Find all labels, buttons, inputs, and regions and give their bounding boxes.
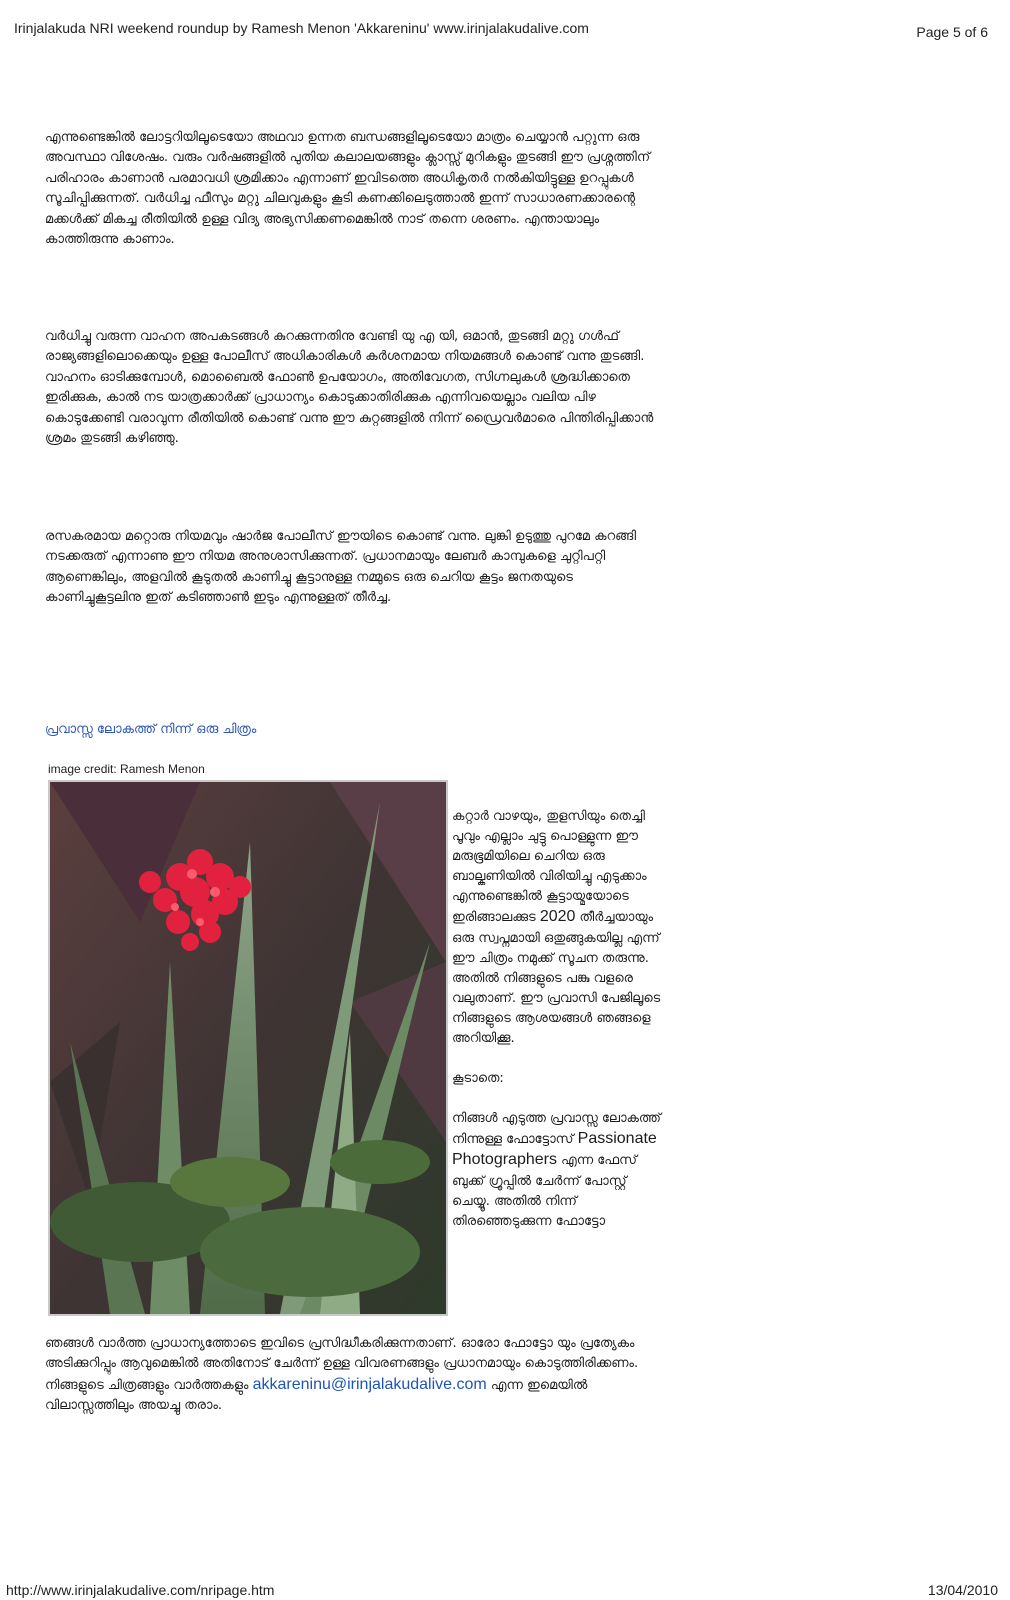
side-text-a: കറ്റാർ വാഴയും, തുളസിയും തെച്ചി പൂവും എല്ലാം ചുട്ടു പൊള്ളുന്ന ഈ മരുഭൂമിയിലെ ചെറിയ ഒരു ബാല്കണിയിൽ വിരിയിച്ചു എടുക്കാം എന്നുണ്ടെങ്കിൽ കൂട്ടായ്മയോടെ ഇരിങ്ങാലക്കുട <box>452 809 647 926</box>
paragraph-sharjah-police: രസകരമായ മറ്റൊരു നിയമവും ഷാർജ പോലീസ് ഈയിടെ കൊണ്ട് വന്നു. ലുങ്കി ഉടുത്തു പുറമേ കറങ്ങി നടക്കരുത് എന്നാണു ഈ നിയമ അനുശാസിക്കുന്നത്. പ്രധാനമായും ലേബർ കാമ്പുകളെ ചുറ്റിപറ്റി ആണെങ്കിലും, അളവിൽ കൂടുതൽ കാണിച്ചു കൂട്ടാനുള്ള നമ്മുടെ ഒരു ചെറിയ കൂട്ടം ജനതയുടെ കാണിച്ചുകൂട്ടലിനു ഇത് കടിഞ്ഞാൺ ഇടും എന്നുള്ളത് തീർച്ച. <box>45 529 637 606</box>
page-number: Page 5 of 6 <box>916 24 988 40</box>
side-text-besides: കൂടാതെ: <box>452 1071 504 1087</box>
side-paragraph-intro <box>452 807 667 1049</box>
year-2020: 2020 <box>539 908 576 926</box>
flower-photo <box>48 780 448 1316</box>
document-header-title: Irinjalakuda NRI weekend roundup by Ramesh Menon 'Akkareninu' www.irinjalakudalive.com <box>14 20 589 36</box>
section-heading: പ്രവാസ്സ ലോകത്ത് നിന്ന് ഒരു ചിത്രം <box>45 722 257 737</box>
side-paragraph-group <box>452 1109 667 1232</box>
bottom-text-1: ഞങ്ങൾ വാർത്ത പ്രാധാന്യത്തോടെ ഇവിടെ പ്രസിദ്ധീകരിക്കുന്നതാണ്. ഓരോ ഫോട്ടോ യും പ്രത്യേകം അടിക്കുറിപ്പും ആവുമെങ്കിൽ അതിനോട് ചേർന്ന് ഉള്ള വിവരണങ്ങളും പ്രധാനമായും കൊടുത്തിരിക്കണം. നിങ്ങളുടെ ചിത്രങ്ങളും വാർത്തകളും <box>45 1336 639 1393</box>
footer-url: http://www.irinjalakudalive.com/nripage.htm <box>6 1582 275 1598</box>
side-text-a-rest: തീർച്ചയായും ഒരു സ്വപ്നമായി ഒതുങ്ങുകയില്ല എന്ന് ഈ ചിത്രം നമുക്ക് സൂചന തരുന്നു. അതിൽ നിങ്ങളുടെ പങ്കു വളരെ വലുതാണ്‌. ഈ പ്രവാസി പേജിലൂടെ നിങ്ങളുടെ ആശയങ്ങൾ ഞങ്ങളെ അറിയിക്കൂ. <box>452 910 661 1047</box>
image-credit: image credit: Ramesh Menon <box>48 762 205 776</box>
group-name: Passionate Photographers <box>452 1130 657 1169</box>
footer-date: 13/04/2010 <box>927 1582 998 1598</box>
side-text-c2: എന്ന ഫേസ് ബുക്ക്‌ ഗ്രൂപ്പിൽ ചേർന്ന് പോസ്റ്റ്‌ ചെയ്യൂ. അതിൽ നിന്ന് തിരഞ്ഞെടുക്കുന്ന ഫോട്ടോ <box>452 1153 637 1229</box>
bottom-text-2: എന്ന ഇമെയിൽ വിലാസ്സത്തിലും അയച്ചു തരാം. <box>45 1377 588 1414</box>
paragraph-education: എന്നുണ്ടെങ്കിൽ ലോട്ടറിയിലൂടെയോ അഥവാ ഉന്നത ബന്ധങ്ങളിലൂടെയോ മാത്രം ചെയ്യാൻ പറ്റുന്ന ഒരു അവസ്ഥാ വിശേഷം. വരും വർഷങ്ങളിൽ പുതിയ കലാലയങ്ങളും ക്ലാസ്സ്‌ മുറികളും തുടങ്ങി ഈ പ്രശ്നത്തിന് പരിഹാരം കാണാൻ പരമാവധി ശ്രമിക്കാം എന്നാണ് ഇവിടത്തെ അധികൃതർ നൽകിയിട്ടുള്ള ഉറപ്പുകൾ സൂചിപ്പിക്കുന്നത്. വർധിച്ച ഫീസും മറ്റു ചിലവുകളും കൂടി കണക്കിലെടുത്താൽ ഇന്ന് സാധാരണക്കാരന്റെ മക്കൾക്ക്‌ മികച്ച രീതിയിൽ ഉള്ള വിദ്യ അഭ്യസിക്കണമെങ്കിൽ നാട് തന്നെ ശരണം. എന്തായാലും കാത്തിരുന്നു കാണാം. <box>45 130 651 248</box>
email-link[interactable]: akkareninu@irinjalakudalive.com <box>252 1375 487 1393</box>
side-text-c1: നിങ്ങൾ എടുത്ത പ്രവാസ്സ ലോകത്ത് നിന്നുള്ള ഫോട്ടോസ് <box>452 1111 661 1148</box>
bottom-paragraph <box>45 1334 665 1417</box>
photo-side-text <box>452 807 667 1232</box>
plant-illustration <box>50 782 446 1314</box>
paragraph-traffic-rules: വർധിച്ചു വരുന്ന വാഹന അപകടങ്ങൾ കുറക്കുന്നതിനു വേണ്ടി യു എ യി, ഒമാൻ, തുടങ്ങി മറ്റു ഗൾഫ്‌ രാജ്യങ്ങളിലൊക്കെയും ഉള്ള പോലീസ് അധികാരികൾ കർശനമായ നിയമങ്ങൾ കൊണ്ട് വന്നു തുടങ്ങി. വാഹനം ഓടിക്കുമ്പോൾ, മൊബൈൽ ഫോൺ ഉപയോഗം, അതിവേഗത, സിഗ്നലുകൾ ശ്രദ്ധിക്കാതെ ഇരിക്കുക, കാൽ നട യാത്രക്കാർക്ക് പ്രാധാന്യം കൊടുക്കാതിരിക്കുക എന്നിവയെല്ലാം വലിയ പിഴ കൊടുക്കേണ്ടി വരാവുന്ന രീതിയിൽ കൊണ്ട് വന്നു ഈ കുറ്റങ്ങളിൽ നിന്ന് ഡ്രൈവർമാരെ പിന്തിരിപ്പിക്കാൻ ശ്രമം തുടങ്ങി കഴിഞ്ഞു. <box>45 329 654 447</box>
